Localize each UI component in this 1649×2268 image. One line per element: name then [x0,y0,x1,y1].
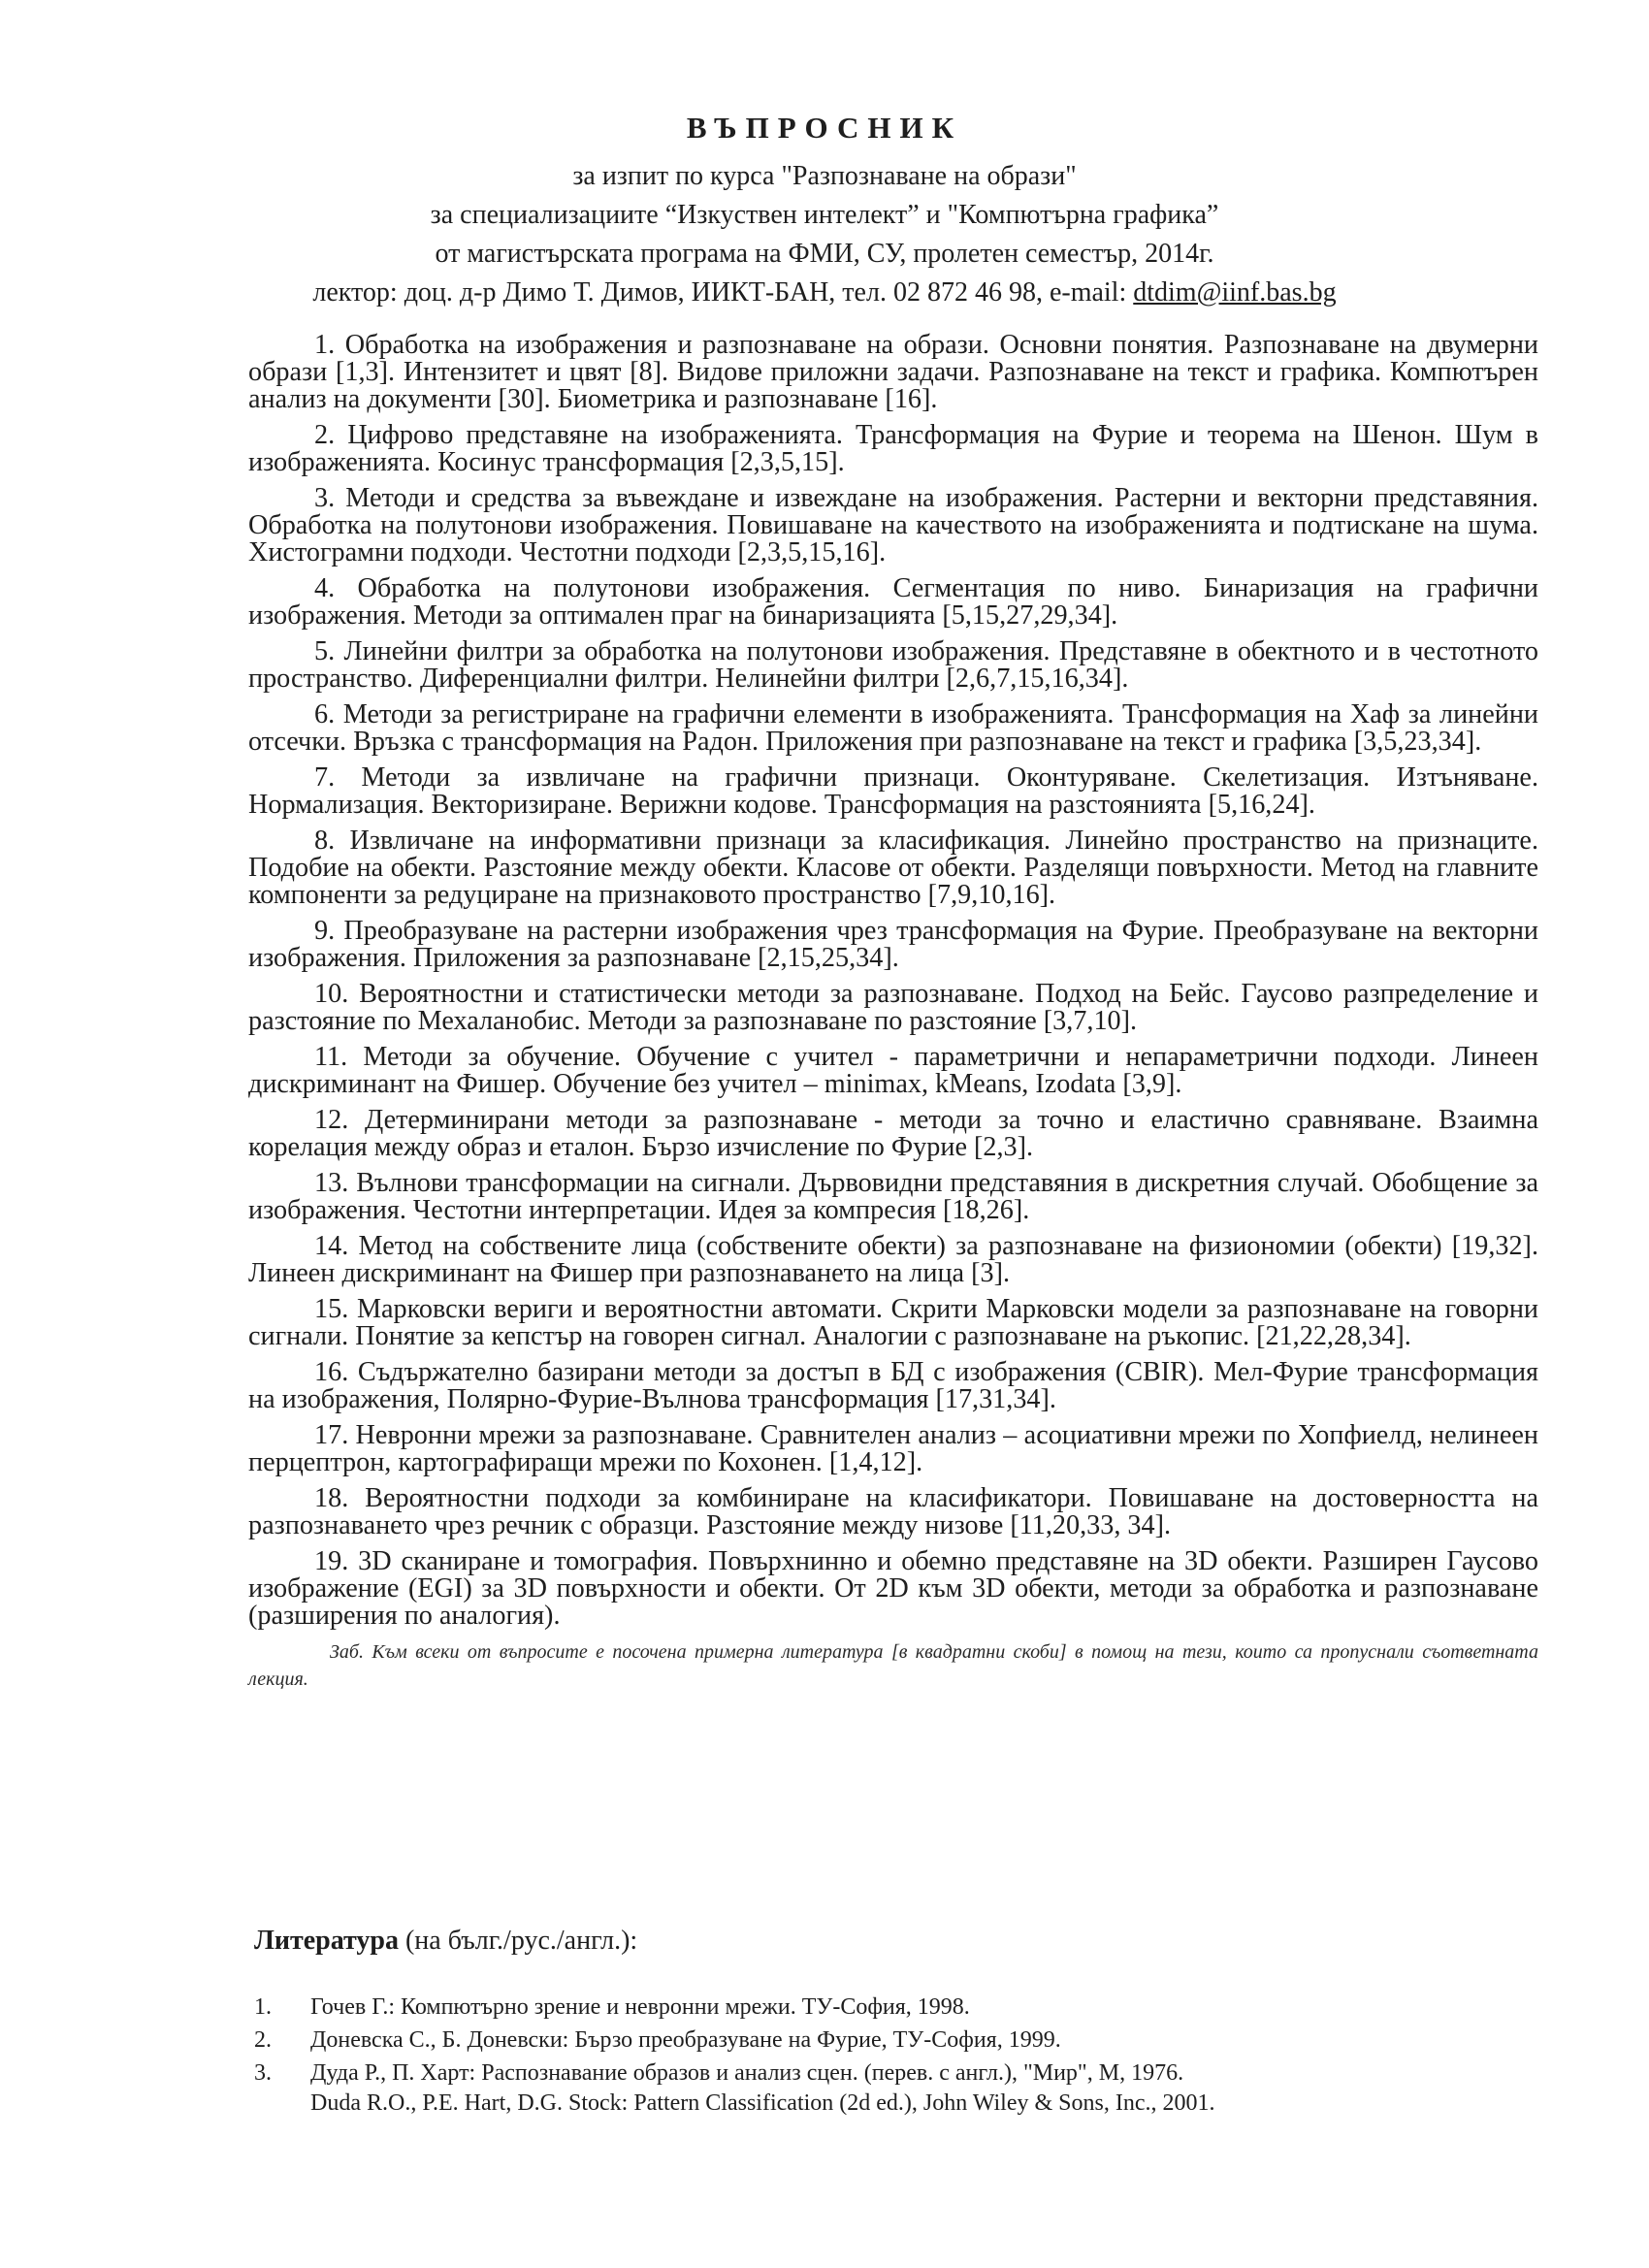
literature-item-text: Дуда Р., П. Харт: Распознавание образов и анализ сцен. (перев. с англ.), "Мир", М, 1976. [310,2060,1184,2086]
literature-note: Заб. Към всеки от въпросите е посочена примерна литература [в квадратни скоби] в помощ на тези, които са пропуснали съответната лекция. [248,1641,1538,1690]
literature-heading [254,1925,637,1958]
literature-heading-languages: (на бълг./рус./англ.): [398,1926,638,1956]
question-item: 4. Обработка на полутонови изображения. Сегментация по ниво. Бинаризация на графични изображения. Методи за оптимален праг на бинаризацията [5,15,27,29,34]. [248,573,1538,631]
document-title: ВЪПРОСНИК [686,111,963,145]
question-item: 19. 3D сканиране и томография. Повърхнинно и обемно представяне на 3D обекти. Разширен Гаусово изображение (EGI) за 3D повърхности и обекти. От 2D към 3D обекти, методи за обработка и разпознаване (разширения по аналогия). [248,1546,1538,1631]
literature-item-text: Duda R.O., P.E. Hart, D.G. Stock: Pattern Classification (2d ed.), John Wiley & Sons, Inc., 2001. [310,2090,1215,2116]
course-line: за изпит по курса "Разпознаване на образи" [572,161,1077,191]
question-item: 16. Съдържателно базирани методи за достъп в БД с изображения (CBIR). Мел-Фурие трансформация на изображения, Полярно-Фурие-Вълнова трансформация [17,31,34]. [248,1357,1538,1414]
literature-item-number: 3. [254,2060,272,2086]
program-line: от магистърската програма на ФМИ, СУ, пролетен семестър, 2014г. [435,239,1214,269]
question-item: 5. Линейни филтри за обработка на полутонови изображения. Представяне в обектното и в честотното пространство. Диференциални филтри. Нелинейни филтри [2,6,7,15,16,34]. [248,636,1538,694]
question-item: 10. Вероятностни и статистически методи за разпознаване. Подход на Бейс. Гаусово разпределение и разстояние по Мехаланобис. Методи за разпознаване по разстояние [3,7,10]. [248,979,1538,1036]
literature-heading-bold: Литература [254,1926,399,1956]
question-item: 11. Методи за обучение. Обучение с учител - параметрични и непараметрични подходи. Линеен дискриминант на Фишер. Обучение без учител – minimax, kMeans, Izodata [3,9]. [248,1042,1538,1099]
question-item: 7. Методи за извличане на графични признаци. Оконтуряване. Скелетизация. Изтъняване. Нормализация. Векторизиране. Верижни кодове. Трансформация на разстоянията [5,16,24]. [248,762,1538,820]
lecturer-line [0,274,1649,312]
question-item: 12. Детерминирани методи за разпознаване - методи за точно и еластично сравняване. Взаимна корелация между образ и еталон. Бързо изчисление по Фурие [2,3]. [248,1105,1538,1162]
literature-item-text: Доневска С., Б. Доневски: Бързо преобразуване на Фурие, ТУ-София, 1999. [310,2027,1061,2053]
literature-item [254,1993,1515,2023]
question-item: 17. Невронни мрежи за разпознаване. Сравнителен анализ – асоциативни мрежи по Хопфиелд, нелинеен перцептрон, картографиращи мрежи по Кохонен. [1,4,12]. [248,1420,1538,1477]
question-item: 15. Марковски вериги и вероятностни автомати. Скрити Марковски модели за разпознаване на говорни сигнали. Понятие за кепстър на говорен сигнал. Аналогии с разпознаване на ръкопис. [21,22,28,34]. [248,1294,1538,1351]
question-item: 18. Вероятностни подходи за комбиниране на класификатори. Повишаване на достоверността на разпознаването чрез речник с образци. Разстояние между низове [11,20,33, 34]. [248,1483,1538,1540]
question-item: 14. Метод на собствените лица (собствените обекти) за разпознаване на физиономии (обекти) [19,32]. Линеен дискриминант на Фишер при разпознаването на лица [3]. [248,1231,1538,1288]
email-link[interactable]: dtdim@iinf.bas.bg [1133,277,1337,308]
lecturer-info: лектор: доц. д-р Димо Т. Димов, ИИКТ-БАН, тел. 02 872 46 98, e-mail: [312,277,1134,308]
question-item: 8. Извличане на информативни признаци за класификация. Линейно пространство на признаците. Подобие на обекти. Разстояние между обекти. Класове от обекти. Разделящи повърхности. Метод на главните компоненти за редуциране на признаковото пространство [7,9,10,16]. [248,826,1538,910]
question-item: 3. Методи и средства за въвеждане и извеждане на изображения. Растерни и векторни представяния. Обработка на полутонови изображения. Повишаване на качеството на изображенията и подтискане на шума. Хистограмни подходи. Честотни подходи [2,3,5,15,16]. [248,483,1538,567]
question-item: 1. Обработка на изображения и разпознаване на образи. Основни понятия. Разпознаване на двумерни образи [1,3]. Интензитет и цвят [8]. Видове приложни задачи. Разпознаване на текст и графика. Компютърен анализ на документи [30]. Биометрика и разпознаване [16]. [248,330,1538,414]
question-item: 2. Цифрово представяне на изображенията. Трансформация на Фурие и теорема на Шенон. Шум в изображенията. Косинус трансформация [2,3,5,15]. [248,420,1538,477]
literature-list [254,1993,1515,2122]
literature-item [254,2058,1515,2119]
document-header [0,109,1649,312]
question-item: 13. Вълнови трансформации на сигнали. Дървовидни представяния в дискретния случай. Обобщение за изображения. Честотни интерпретации. Идея за компресия [18,26]. [248,1168,1538,1225]
question-item: 6. Методи за регистриране на графични елементи в изображенията. Трансформация на Хаф за линейни отсечки. Връзка с трансформация на Радон. Приложения при разпознаване на текст и графика [3,5,23,34]. [248,699,1538,757]
questions-list [248,332,1538,1693]
literature-item-number: 1. [254,1994,272,2020]
specializations-line: за специализациите “Изкуствен интелект” и "Компютърна графика” [430,200,1219,230]
question-item: 9. Преобразуване на растерни изображения чрез трансформация на Фурие. Преобразуване на векторни изображения. Приложения за разпознаване [2,15,25,34]. [248,916,1538,973]
literature-item-number: 2. [254,2027,272,2053]
literature-item-text: Гочев Г.: Компютърно зрение и невронни мрежи. ТУ-София, 1998. [310,1994,970,2020]
literature-item [254,2025,1515,2056]
